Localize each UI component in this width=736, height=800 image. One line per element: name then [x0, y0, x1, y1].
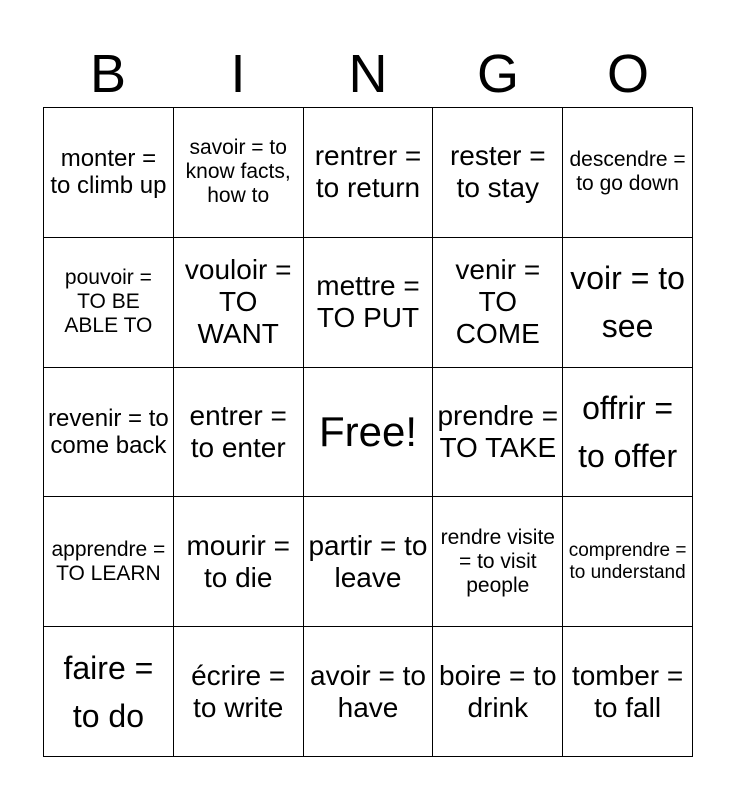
- header-letter-b: B: [89, 44, 127, 104]
- header-letter-o: O: [606, 44, 649, 104]
- free-space: Free!: [304, 368, 434, 498]
- bingo-cell-r5c5[interactable]: tomber = to fall: [563, 627, 693, 757]
- bingo-cell-r1c2[interactable]: savoir = to know facts, how to: [174, 108, 304, 238]
- bingo-header: [43, 42, 693, 106]
- bingo-grid: [43, 107, 693, 757]
- bingo-cell-r2c5[interactable]: voir = to see: [563, 238, 693, 368]
- bingo-cell-r2c2[interactable]: vouloir = TO WANT: [174, 238, 304, 368]
- bingo-cell-r3c2[interactable]: entrer = to enter: [174, 368, 304, 498]
- bingo-cell-r2c3[interactable]: mettre = TO PUT: [304, 238, 434, 368]
- bingo-cell-r4c5[interactable]: comprendre = to understand: [563, 497, 693, 627]
- header-letter-g: G: [476, 44, 519, 104]
- bingo-cell-r5c3[interactable]: avoir = to have: [304, 627, 434, 757]
- bingo-cell-r5c1[interactable]: faire = to do: [44, 627, 174, 757]
- bingo-cell-r4c3[interactable]: partir = to leave: [304, 497, 434, 627]
- bingo-cell-r1c5[interactable]: descendre = to go down: [563, 108, 693, 238]
- bingo-cell-r3c1[interactable]: revenir = to come back: [44, 368, 174, 498]
- bingo-cell-r3c4[interactable]: prendre = TO TAKE: [433, 368, 563, 498]
- bingo-cell-r1c4[interactable]: rester = to stay: [433, 108, 563, 238]
- bingo-cell-r4c2[interactable]: mourir = to die: [174, 497, 304, 627]
- bingo-cell-r3c5[interactable]: offrir = to offer: [563, 368, 693, 498]
- bingo-cell-r5c2[interactable]: écrire = to write: [174, 627, 304, 757]
- bingo-cell-r5c4[interactable]: boire = to drink: [433, 627, 563, 757]
- header-letter-n: N: [348, 44, 388, 104]
- header-letter-i: I: [230, 44, 246, 104]
- bingo-cell-r2c1[interactable]: pouvoir = TO BE ABLE TO: [44, 238, 174, 368]
- bingo-cell-r1c1[interactable]: monter = to climb up: [44, 108, 174, 238]
- bingo-cell-r4c1[interactable]: apprendre = TO LEARN: [44, 497, 174, 627]
- bingo-cell-r4c4[interactable]: rendre visite = to visit people: [433, 497, 563, 627]
- bingo-cell-r2c4[interactable]: venir = TO COME: [433, 238, 563, 368]
- bingo-cell-r1c3[interactable]: rentrer = to return: [304, 108, 434, 238]
